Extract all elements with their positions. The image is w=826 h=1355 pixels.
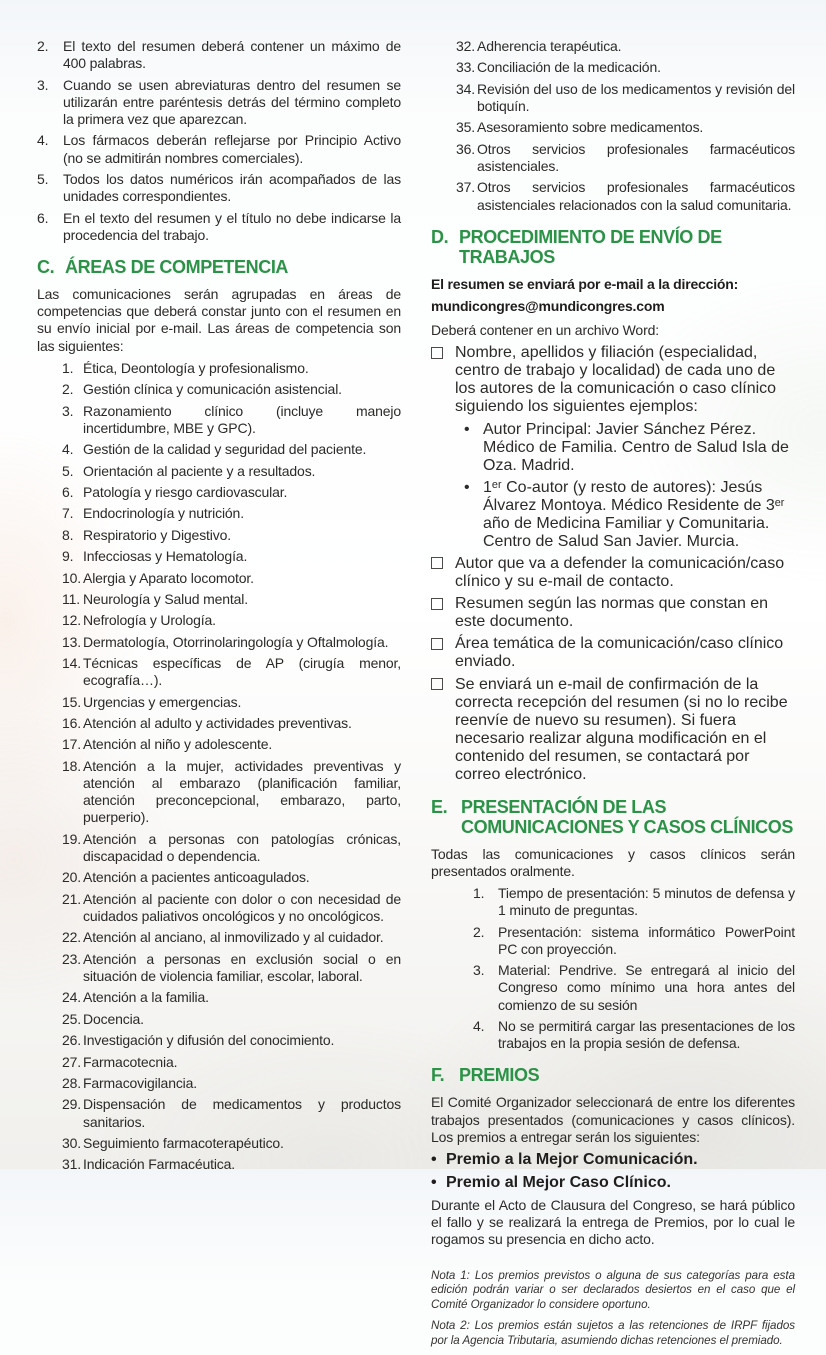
item-text: Neurología y Salud mental. — [83, 590, 248, 607]
item-text: Otros servicios profesionales farmacéuticos asistenciales. — [477, 140, 795, 174]
item-number: 28. — [62, 1074, 82, 1091]
item-number: 1. — [473, 884, 485, 901]
checklist-item — [431, 676, 795, 784]
item-number: 20. — [62, 869, 82, 886]
list-item — [37, 591, 401, 608]
item-number: 23. — [62, 950, 82, 967]
item-number: 18. — [62, 757, 82, 774]
item-number: 7. — [62, 505, 74, 522]
list-item — [37, 1135, 401, 1152]
item-text: Se enviará un e-mail de confirmación de la correcta recepción del resumen (si no lo recibe reenvíe de nuevo su resumen). Si fuera necesario realizar alguna modificación en el contenido del resumen, se contactará por correo electrónico. — [455, 675, 788, 783]
email-instruction: El resumen se enviará por e-mail a la dirección: — [431, 275, 739, 292]
section-e-heading — [431, 797, 795, 837]
checklist-item — [431, 595, 795, 631]
section-f — [431, 1065, 795, 1348]
list-item — [37, 694, 401, 711]
list-item — [37, 869, 401, 886]
email-address[interactable]: mundicongres@mundicongres.com — [431, 297, 665, 314]
item-number: 24. — [62, 989, 82, 1006]
item-text: Premio a la Mejor Comunicación. — [446, 1150, 698, 1168]
list-item — [37, 715, 401, 732]
item-number: 4. — [37, 132, 49, 149]
item-text: Autor Principal: Javier Sánchez Pérez. Médico de Familia. Centro de Salud Isla de Oza. Madrid. — [483, 420, 789, 474]
item-text: Autor que va a defender la comunicación/caso clínico y su e-mail de contacto. — [455, 554, 785, 590]
list-item — [37, 360, 401, 377]
footnote: Nota 1: Los premios previstos o alguna de sus categorías para esta edición podrán variar o ser declarados desiertos en el caso que el Comité Organizador lo considere oportuno. — [431, 1268, 795, 1311]
footnote: Nota 2: Los premios están sujetos a las retenciones de IRPF fijados por la Agencia Tributaria, asumiendo dichas retenciones el premiado. — [431, 1319, 795, 1347]
item-number: 3. — [37, 76, 49, 93]
section-c-heading — [37, 257, 401, 277]
item-number: 27. — [62, 1053, 82, 1070]
item-text: Razonamiento clínico (incluye manejo incertidumbre, MBE y GPC). — [83, 402, 401, 436]
item-text: Ética, Deontología y profesionalismo. — [83, 359, 309, 376]
item-number: 26. — [62, 1032, 82, 1049]
left-column — [37, 38, 401, 1355]
item-number: 6. — [62, 483, 74, 500]
item-number: 10. — [62, 569, 82, 586]
item-number: 3. — [473, 962, 485, 979]
item-number: 4. — [62, 441, 74, 458]
item-number: 9. — [62, 548, 74, 565]
item-text: Atención al adulto y actividades preventivas. — [83, 715, 352, 732]
item-number: 32. — [456, 38, 476, 54]
list-item — [37, 38, 401, 72]
item-number: 12. — [62, 612, 82, 629]
item-text: Gestión clínica y comunicación asistencial. — [83, 381, 342, 398]
list-item — [37, 736, 401, 753]
word-file-instruction: Deberá contener en un archivo Word: — [431, 322, 659, 339]
item-text: Adherencia terapéutica. — [477, 38, 622, 54]
section-d — [431, 227, 795, 784]
list-item — [37, 1054, 401, 1071]
item-text: Cuando se usen abreviaturas dentro del resumen se utilizarán entre paréntesis detrás del término completo la primera vez que aparezcan. — [63, 76, 401, 127]
item-text: Presentación: sistema informático PowerPoint PC con proyección. — [498, 923, 795, 957]
item-text: Orientación al paciente y a resultados. — [83, 462, 316, 479]
item-text: Atención a personas con patologías crónicas, discapacidad o dependencia. — [83, 830, 401, 865]
list-item — [37, 1075, 401, 1092]
item-text: Atención al anciano, al inmovilizado y al cuidador. — [83, 929, 384, 946]
item-number: 21. — [62, 890, 82, 907]
bullet-icon — [464, 421, 470, 439]
item-text: Seguimiento farmacoterapéutico. — [83, 1134, 284, 1151]
footnotes — [431, 1269, 795, 1349]
item-text: Respiratorio y Digestivo. — [83, 526, 231, 543]
section-f-outro: Durante el Acto de Clausura del Congreso, se hará público el fallo y se realizará la entrega de Premios, por lo cual le rogamos su presencia en dicho acto. — [431, 1196, 795, 1248]
list-item — [37, 210, 401, 244]
checkbox-icon — [431, 598, 443, 610]
list-item — [37, 463, 401, 480]
list-item — [37, 570, 401, 587]
presentation-rules-list — [431, 885, 795, 1052]
item-number: 37. — [456, 179, 476, 196]
section-letter: E. — [431, 796, 448, 817]
list-item — [431, 1018, 795, 1052]
list-item — [37, 381, 401, 398]
bullet-icon — [464, 479, 470, 497]
item-number: 17. — [62, 736, 82, 753]
list-item — [37, 1032, 401, 1049]
item-text: Otros servicios profesionales farmacéuticos asistenciales relacionados con la salud comunitaria. — [477, 179, 795, 213]
list-item — [37, 132, 401, 166]
item-text: Docencia. — [83, 1010, 144, 1027]
item-text: Farmacovigilancia. — [83, 1074, 198, 1091]
list-item — [37, 1011, 401, 1028]
item-number: 2. — [37, 38, 49, 54]
item-number: 29. — [62, 1096, 82, 1113]
item-text: Atención a la familia. — [83, 989, 209, 1006]
item-text: Nefrología y Urología. — [83, 612, 216, 629]
item-text: Atención al paciente con dolor o con necesidad de cuidados paliativos oncológicos y no oncológicos. — [83, 890, 401, 925]
prize-item — [431, 1151, 795, 1169]
item-text: Patología y riesgo cardiovascular. — [83, 483, 288, 500]
item-text: En el texto del resumen y el título no debe indicarse la procedencia del trabajo. — [63, 209, 401, 243]
example-bullet-item — [431, 421, 795, 475]
section-c-intro: Las comunicaciones serán agrupadas en áreas de competencias que deberá constar junto con el resumen en su envío inicial por e-mail. Las áreas de competencia son las siguientes: — [37, 285, 401, 354]
checkbox-icon — [431, 638, 443, 650]
item-text: Área temática de la comunicación/caso clínico enviado. — [455, 635, 784, 671]
item-text: Conciliación de la medicación. — [477, 59, 661, 76]
item-text: Urgencias y emergencias. — [83, 693, 242, 710]
item-text: Gestión de la calidad y seguridad del paciente. — [83, 441, 367, 458]
item-text: Atención a la mujer, actividades preventivas y atención al embarazo (planificación familiar, atención preconcepcional, embarazo, parto, puerperio). — [83, 757, 401, 826]
section-e — [431, 797, 795, 1053]
item-text: Investigación y difusión del conocimiento. — [83, 1032, 335, 1049]
list-item — [37, 951, 401, 985]
section-f-heading — [431, 1065, 795, 1085]
item-number: 14. — [62, 655, 82, 672]
item-text: Alergia y Aparato locomotor. — [83, 569, 254, 586]
item-text: Nombre, apellidos y filiación (especialidad, centro de trabajo y localidad) de cada uno de los autores de la comunicación o caso clínico siguiendo los siguientes ejemplos: — [455, 344, 777, 416]
item-number: 6. — [37, 209, 49, 226]
item-text: Atención a pacientes anticoagulados. — [83, 869, 310, 886]
section-title: ÁREAS DE COMPETENCIA — [65, 256, 289, 277]
submission-checklist-rest — [431, 555, 795, 784]
list-item — [431, 119, 795, 136]
list-item — [37, 655, 401, 689]
item-number: 2. — [62, 381, 74, 398]
item-number: 5. — [37, 170, 49, 187]
list-item — [431, 59, 795, 76]
item-number: 35. — [456, 119, 476, 136]
list-item — [37, 548, 401, 565]
right-column — [431, 38, 795, 1355]
item-text: 1ᵉʳ Co-autor (y resto de autores): Jesús Álvarez Montoya. Médico Residente de 3ᵉʳ año de Medicina Familiar y Comunitaria. Centro de Salud San Javier. Murcia. — [483, 478, 785, 550]
competence-areas-list — [37, 360, 401, 1174]
item-text: Material: Pendrive. Se entregará al inicio del Congreso como mínimo una hora antes del comienzo de su sesión — [498, 962, 795, 1013]
item-text: Resumen según las normas que constan en este documento. — [455, 595, 769, 631]
item-text: Atención al niño y adolescente. — [83, 736, 273, 753]
item-number: 33. — [456, 59, 476, 76]
section-title: PROCEDIMIENTO DE ENVÍO DE TRABAJOS — [459, 226, 722, 267]
section-title: PRESENTACIÓN DE LAS COMUNICACIONES Y CASOS CLÍNICOS — [461, 796, 793, 837]
list-item — [37, 758, 401, 827]
item-text: Infecciosas y Hematología. — [83, 548, 248, 565]
item-number: 4. — [473, 1017, 485, 1034]
author-example-list — [431, 421, 795, 551]
item-number: 16. — [62, 715, 82, 732]
item-number: 2. — [473, 923, 485, 940]
list-item — [431, 179, 795, 213]
section-e-intro: Todas las comunicaciones y casos clínicos serán presentados oralmente. — [431, 845, 795, 879]
item-text: Indicación Farmacéutica. — [83, 1156, 236, 1173]
list-item — [37, 441, 401, 458]
list-item — [37, 171, 401, 205]
item-text: No se permitirá cargar las presentaciones de los trabajos en la propia sesión de defensa. — [498, 1017, 795, 1052]
item-number: 30. — [62, 1134, 82, 1151]
list-item — [37, 831, 401, 865]
item-text: Atención a personas en exclusión social o en situación de violencia familiar, escolar, laboral. — [83, 950, 401, 985]
item-number: 36. — [456, 140, 476, 157]
section-letter: C. — [37, 256, 55, 277]
checkbox-icon — [431, 678, 443, 690]
item-text: Todos los datos numéricos irán acompañados de las unidades correspondientes. — [63, 170, 401, 205]
item-text: El texto del resumen deberá contener un máximo de 400 palabras. — [63, 38, 401, 72]
item-number: 31. — [62, 1156, 82, 1173]
item-text: Los fármacos deberán reflejarse por Principio Activo (no se admitirán nombres comerciales). — [63, 132, 401, 166]
item-text: Técnicas específicas de AP (cirugía menor, ecografía…). — [83, 655, 401, 689]
item-number: 5. — [62, 462, 74, 479]
list-item — [431, 141, 795, 175]
checkbox-icon — [431, 557, 443, 569]
list-item — [37, 891, 401, 925]
list-item — [37, 527, 401, 544]
item-number: 25. — [62, 1010, 82, 1027]
list-item — [37, 484, 401, 501]
item-number: 13. — [62, 633, 82, 650]
list-item — [37, 612, 401, 629]
item-number: 1. — [62, 359, 74, 376]
list-item — [431, 962, 795, 1014]
item-text: Endocrinología y nutrición. — [83, 505, 244, 522]
list-item — [37, 929, 401, 946]
submission-checklist — [431, 344, 795, 416]
list-item — [37, 505, 401, 522]
list-item — [431, 81, 795, 115]
list-item — [37, 77, 401, 129]
item-text: Dermatología, Otorrinolaringología y Oftalmología. — [83, 633, 389, 650]
checklist-item — [431, 344, 795, 416]
list-item — [37, 403, 401, 437]
bullet-icon — [431, 1151, 437, 1169]
item-text: Revisión del uso de los medicamentos y revisión del botiquín. — [477, 80, 795, 114]
item-number: 8. — [62, 526, 74, 543]
bullet-icon — [431, 1174, 437, 1192]
item-text: Tiempo de presentación: 5 minutos de defensa y 1 minuto de preguntas. — [498, 884, 795, 919]
item-text: Dispensación de medicamentos y productos sanitarios. — [83, 1096, 401, 1130]
list-item — [37, 1096, 401, 1130]
checklist-item — [431, 635, 795, 671]
list-item — [37, 634, 401, 651]
item-number: 22. — [62, 929, 82, 946]
item-number: 34. — [456, 80, 476, 97]
item-text: Asesoramiento sobre medicamentos. — [477, 119, 704, 136]
list-item — [431, 38, 795, 55]
checkbox-icon — [431, 347, 443, 359]
section-letter: D. — [431, 226, 449, 247]
section-d-heading — [431, 227, 795, 267]
abstract-rules-list — [37, 38, 401, 244]
list-item — [37, 1156, 401, 1173]
item-text: Farmacotecnia. — [83, 1053, 178, 1070]
section-f-intro: El Comité Organizador seleccionará de entre los diferentes trabajos presentados (comunicaciones y casos clínicos). Los premios a entregar serán los siguientes: — [431, 1094, 795, 1145]
competence-areas-list-continued — [431, 38, 795, 214]
section-letter: F. — [431, 1065, 445, 1086]
item-text: Premio al Mejor Caso Clínico. — [446, 1173, 671, 1191]
item-number: 3. — [62, 402, 74, 419]
item-number: 11. — [62, 590, 80, 607]
example-bullet-item — [431, 479, 795, 551]
prizes-list — [431, 1151, 795, 1192]
section-title: PREMIOS — [459, 1065, 540, 1086]
item-number: 15. — [62, 693, 82, 710]
list-item — [431, 885, 795, 919]
prize-item — [431, 1174, 795, 1192]
checklist-item — [431, 555, 795, 591]
list-item — [37, 989, 401, 1006]
item-number: 19. — [62, 830, 82, 847]
list-item — [431, 924, 795, 958]
